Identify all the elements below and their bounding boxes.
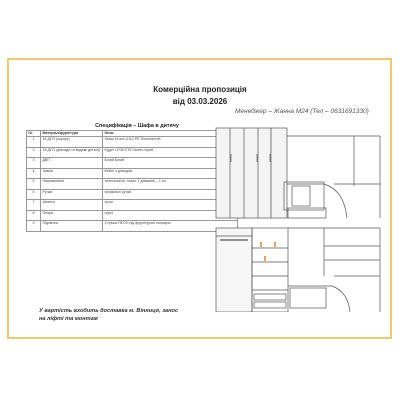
table-row — [27, 210, 238, 221]
document-title: Комерційна пропозиція — [153, 85, 247, 94]
row-material: Направляючі — [41, 179, 103, 190]
spec-title: Специфікація – Шафа в дитячу — [95, 123, 179, 129]
row-material: Завіси — [41, 168, 103, 179]
row-number: 1 — [27, 137, 41, 148]
table-row — [27, 137, 238, 148]
table-row — [27, 179, 238, 190]
row-number: 3 — [27, 158, 41, 169]
table-row — [27, 168, 238, 179]
document-date: від 03.03.2026 — [172, 97, 228, 106]
row-description: Swiss Krono U112 PE Попелястий — [103, 137, 238, 148]
row-material: Ручки — [41, 189, 103, 200]
row-number: 9 — [27, 221, 41, 232]
row-description: чорні — [103, 210, 238, 221]
delivery-note: У вартість входить доставка м. Вінниця, занос на ліфті та монтаж — [39, 308, 179, 323]
row-number: 6 — [27, 189, 41, 200]
col-number: № — [27, 131, 41, 137]
table-row — [27, 221, 238, 232]
row-number: 8 — [27, 210, 41, 221]
table-row — [27, 158, 238, 169]
col-material: Матеріал/фурнітура — [41, 131, 103, 137]
row-description: Стрічка НЕОН під фурнітурою полицею — [103, 221, 238, 232]
row-material: Штанга — [41, 200, 103, 211]
row-material: ДВП — [41, 158, 103, 169]
row-number: 2 — [27, 147, 41, 158]
row-description: профільні ручки — [103, 189, 238, 200]
row-number: 5 — [27, 179, 41, 190]
row-description: Білий Білий — [103, 158, 238, 169]
row-material: Опори — [41, 210, 103, 221]
manager-contact: Менеджер – Жанна М24 (Тел – 0631691330) — [235, 108, 369, 115]
row-material: Підсвітка — [41, 221, 103, 232]
table-row — [27, 200, 238, 211]
row-material: 18 ДСП (фасади та видимі деталі) — [41, 147, 103, 158]
col-description: Опис — [103, 131, 238, 137]
row-description: Muller з доводом — [103, 168, 238, 179]
row-description: телескопічні, повні, 2 довжини – 1 шт — [103, 179, 238, 190]
row-description: хром — [103, 200, 238, 211]
row-number: 4 — [27, 168, 41, 179]
row-description: Egger U708 ST9 Світло-сірий — [103, 147, 238, 158]
spec-table — [26, 130, 238, 232]
wardrobe-closed-drawing — [214, 126, 386, 220]
wardrobe-open-drawing — [214, 226, 386, 312]
row-material: 16 ДСП (корпус) — [41, 137, 103, 148]
table-row — [27, 147, 238, 158]
row-number: 7 — [27, 200, 41, 211]
table-row — [27, 189, 238, 200]
